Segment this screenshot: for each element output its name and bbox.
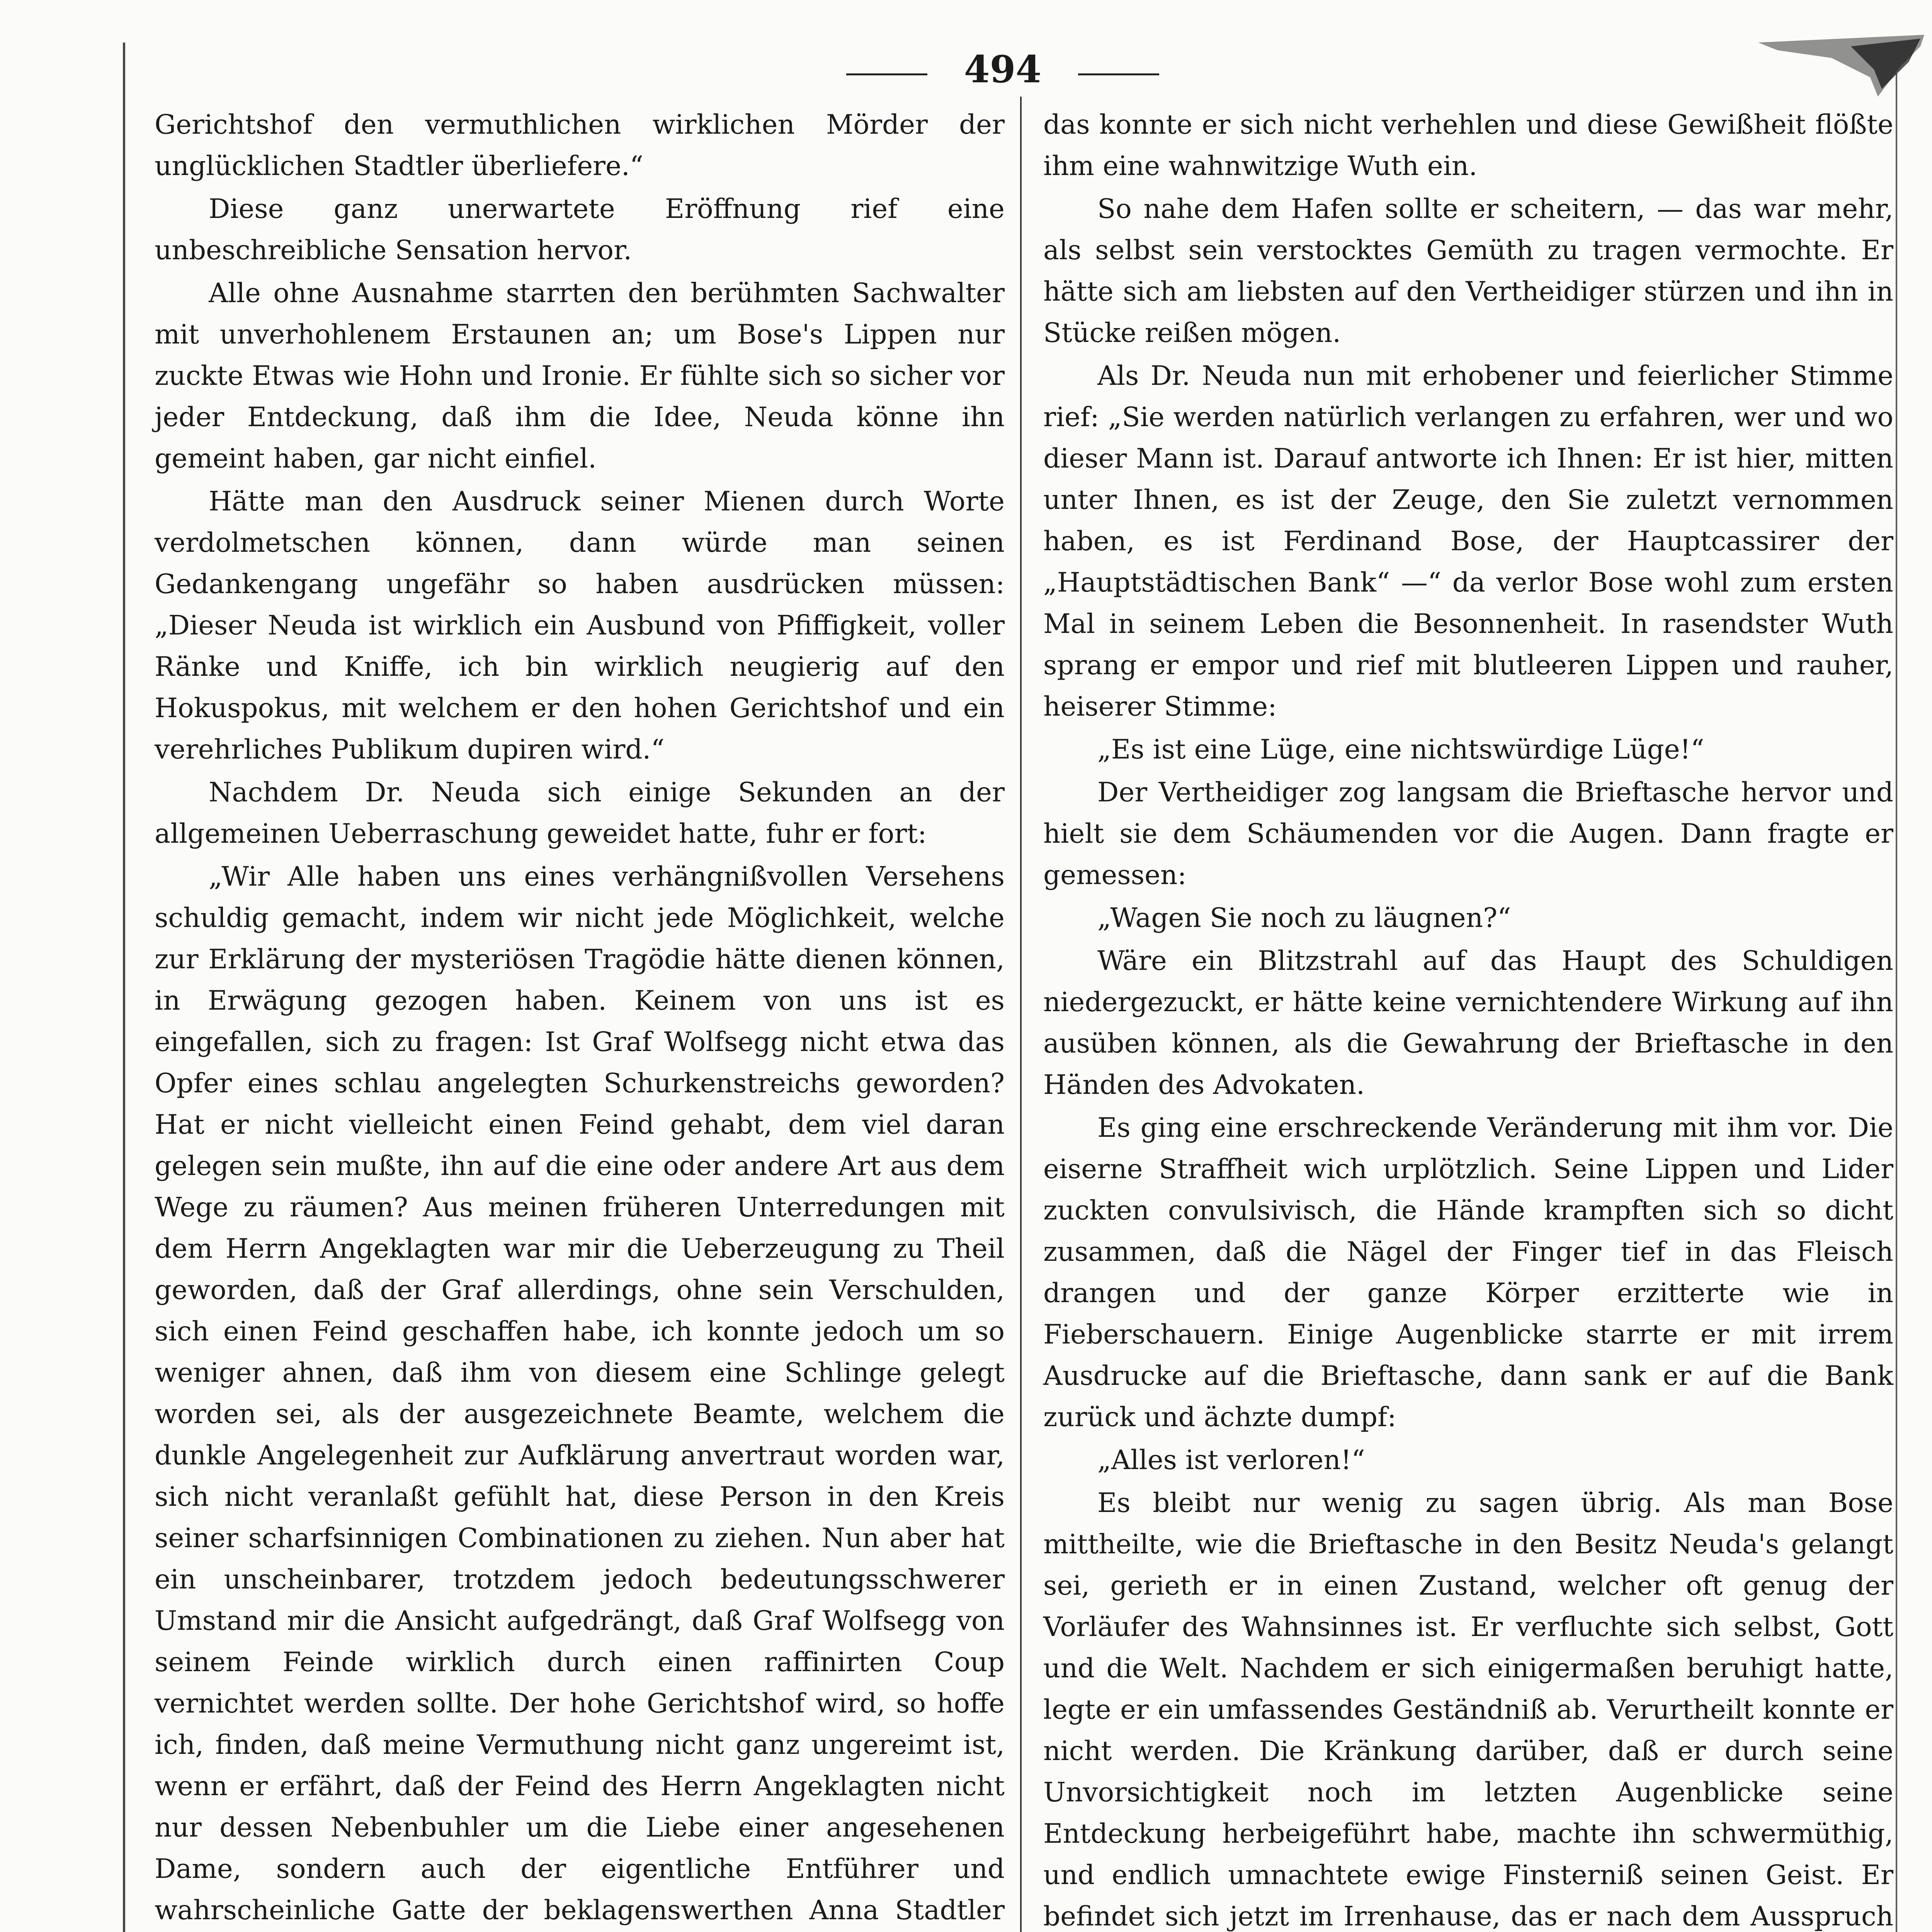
right-column: [1043, 104, 1893, 1932]
page-number: 494: [964, 48, 1042, 91]
paragraph: Es ging eine erschreckende Veränderung mit ihm vor. Die eiserne Straffheit wich urplötzlich. Seine Lippen und Lider zuckten convulsivisch, die Hände krampften sich so dicht zusammen, daß die Nägel der Finger tief in das Fleisch drangen und der ganze Körper erzitterte wie in Fieberschauern. Einige Augenblicke starrte er mit irrem Ausdrucke auf die Brieftasche, dann sank er auf die Bank zurück und ächzte dumpf:: [1043, 1112, 1893, 1433]
paragraph: Als Dr. Neuda nun mit erhobener und feierlicher Stimme rief: „Sie werden natürlich verlangen zu erfahren, wer und wo dieser Mann ist. Darauf antworte ich Ihnen: Er ist hier, mitten unter Ihnen, es ist der Zeuge, den Sie zuletzt vernommen haben, es ist Ferdinand Bose, der Hauptcassirer der „Hauptstädtischen Bank“ —“ da verlor Bose wohl zum ersten Mal in seinem Leben die Besonnenheit. In rasendster Wuth sprang er empor und rief mit blutleeren Lippen und rauher, heiserer Stimme:: [1043, 361, 1893, 722]
paragraph: „Es ist eine Lüge, eine nichtswürdige Lüge!“: [1097, 734, 1704, 765]
paragraph: Wäre ein Blitzstrahl auf das Haupt des Schuldigen niedergezuckt, er hätte keine vernichtendere Wirkung auf ihn ausüben können, als die Gewahrung der Brieftasche in den Händen des Advokaten.: [1043, 946, 1893, 1100]
page-right-edge: [1896, 73, 1897, 1932]
paragraph: Diese ganz unerwartete Eröffnung rief eine unbeschreibliche Sensation hervor.: [155, 194, 1005, 266]
paragraph: Gerichtshof den vermuthlichen wirklichen Mörder der unglücklichen Stadtler überliefere.“: [155, 109, 1005, 182]
paragraph: Hätte man den Ausdruck seiner Mienen durch Worte verdolmetschen können, dann würde man seinen Gedankengang ungefähr so haben ausdrücken müssen: „Dieser Neuda ist wirklich ein Ausbund von Pfiffigkeit, voller Ränke und Kniffe, ich bin wirklich neugierig auf den Hokuspokus, mit welchem er den hohen Gerichtshof und ein verehrliches Publikum dupiren wird.“: [155, 486, 1005, 765]
paragraph: Alle ohne Ausnahme starrten den berühmten Sachwalter mit unverhohlenem Erstaunen an; um Bose's Lippen nur zuckte Etwas wie Hohn und Ironie. Er fühlte sich so sicher vor jeder Entdeckung, daß ihm die Idee, Neuda könne ihn gemeint haben, gar nicht einfiel.: [155, 278, 1005, 474]
paragraph: Der Vertheidiger zog langsam die Brieftasche hervor und hielt sie dem Schäumenden vor die Augen. Dann fragte er gemessen:: [1043, 777, 1893, 891]
page-left-edge: [123, 43, 125, 1932]
paragraph: Nachdem Dr. Neuda sich einige Sekunden an der allgemeinen Ueberraschung geweidet hatte, fuhr er fort:: [155, 777, 1005, 849]
paragraph: „Wagen Sie noch zu läugnen?“: [1097, 903, 1511, 934]
paragraph: Es bleibt nur wenig zu sagen übrig. Als man Bose mittheilte, wie die Brieftasche in den Besitz Neuda's gelangt sei, gerieth er in einen Zustand, welcher oft genug der Vorläufer des Wahnsinnes ist. Er verfluchte sich selbst, Gott und die Welt. Nachdem er sich einigermaßen beruhigt hatte, legte er ein umfassendes Geständniß ab. Verurtheilt konnte er nicht werden. Die Kränkung darüber, daß er durch seine Unvorsichtigkeit noch im letzten Augenblicke seine Entdeckung herbeigeführt habe, machte ihn schwermüthig, und endlich umnachtete ewige Finsterniß seinen Geist. Er befindet sich jetzt im Irrenhause, das er nach dem Ausspruch: [1043, 1488, 1893, 1932]
paragraph: das konnte er sich nicht verhehlen und diese Gewißheit flößte ihm eine wahnwitzige Wuth ein.: [1043, 109, 1893, 182]
paragraph: „Wir Alle haben uns eines verhängnißvollen Versehens schuldig gemacht, indem wir nicht jede Möglichkeit, welche zur Erklärung der mysteriösen Tragödie hätte dienen können, in Erwägung gezogen haben. Keinem von uns ist es eingefallen, sich zu fragen: Ist Graf Wolfsegg nicht etwa das Opfer eines schlau angelegten Schurkenstreichs geworden? Hat er nicht vielleicht einen Feind gehabt, dem viel daran gelegen sein mußte, ihn auf die eine oder andere Art aus dem Wege zu räumen? Aus meinen früheren Unterredungen mit dem Herrn Angeklagten war mir die Ueberzeugung zu Theil geworden, daß der Graf allerdings, ohne sein Verschulden, sich einen Feind geschaffen habe, ich konnte jedoch um so weniger ahnen, daß ihm von diesem eine Schlinge gelegt worden sei, als der ausgezeichnete Beamte, welchem die dunkle Angelegenheit zur Aufklärung anvertraut worden war, sich nicht veranlaßt gefühlt hat, diese Person in den Kreis seiner scharfsinnigen Combinationen zu ziehen. Nun aber hat ein unscheinbarer, trotzdem jedoch bedeutungsschwerer Umstand mir die Ansicht aufgedrängt, daß Graf Wolfsegg von seinem Feinde wirklich durch einen raffinirten Coup vernichtet werden sollte. Der hohe Gerichtshof wird, so hoffe ich, finden, daß meine Vermuthung nicht ganz ungereimt ist, wenn er erfährt, daß der Feind des Herrn Angeklagten nicht nur dessen Nebenbuhler um die Liebe einer angesehenen Dame, sondern auch der eigentliche Entführer und wahrscheinliche Gatte der beklagenswerthen Anna Stadtler: [155, 861, 1005, 1926]
header-rule-left: [846, 73, 927, 75]
paragraph: So nahe dem Hafen sollte er scheitern, — das war mehr, als selbst sein verstocktes Gemüth zu tragen vermochte. Er hätte sich am liebsten auf den Vertheidiger stürzen und ihn in Stücke reißen mögen.: [1043, 194, 1893, 349]
header-rule-right: [1078, 73, 1159, 75]
paragraph: „Alles ist verloren!“: [1097, 1445, 1365, 1476]
ink-smudge: [1754, 31, 1928, 100]
column-divider: [1020, 97, 1022, 1932]
left-column: [155, 104, 1005, 1932]
